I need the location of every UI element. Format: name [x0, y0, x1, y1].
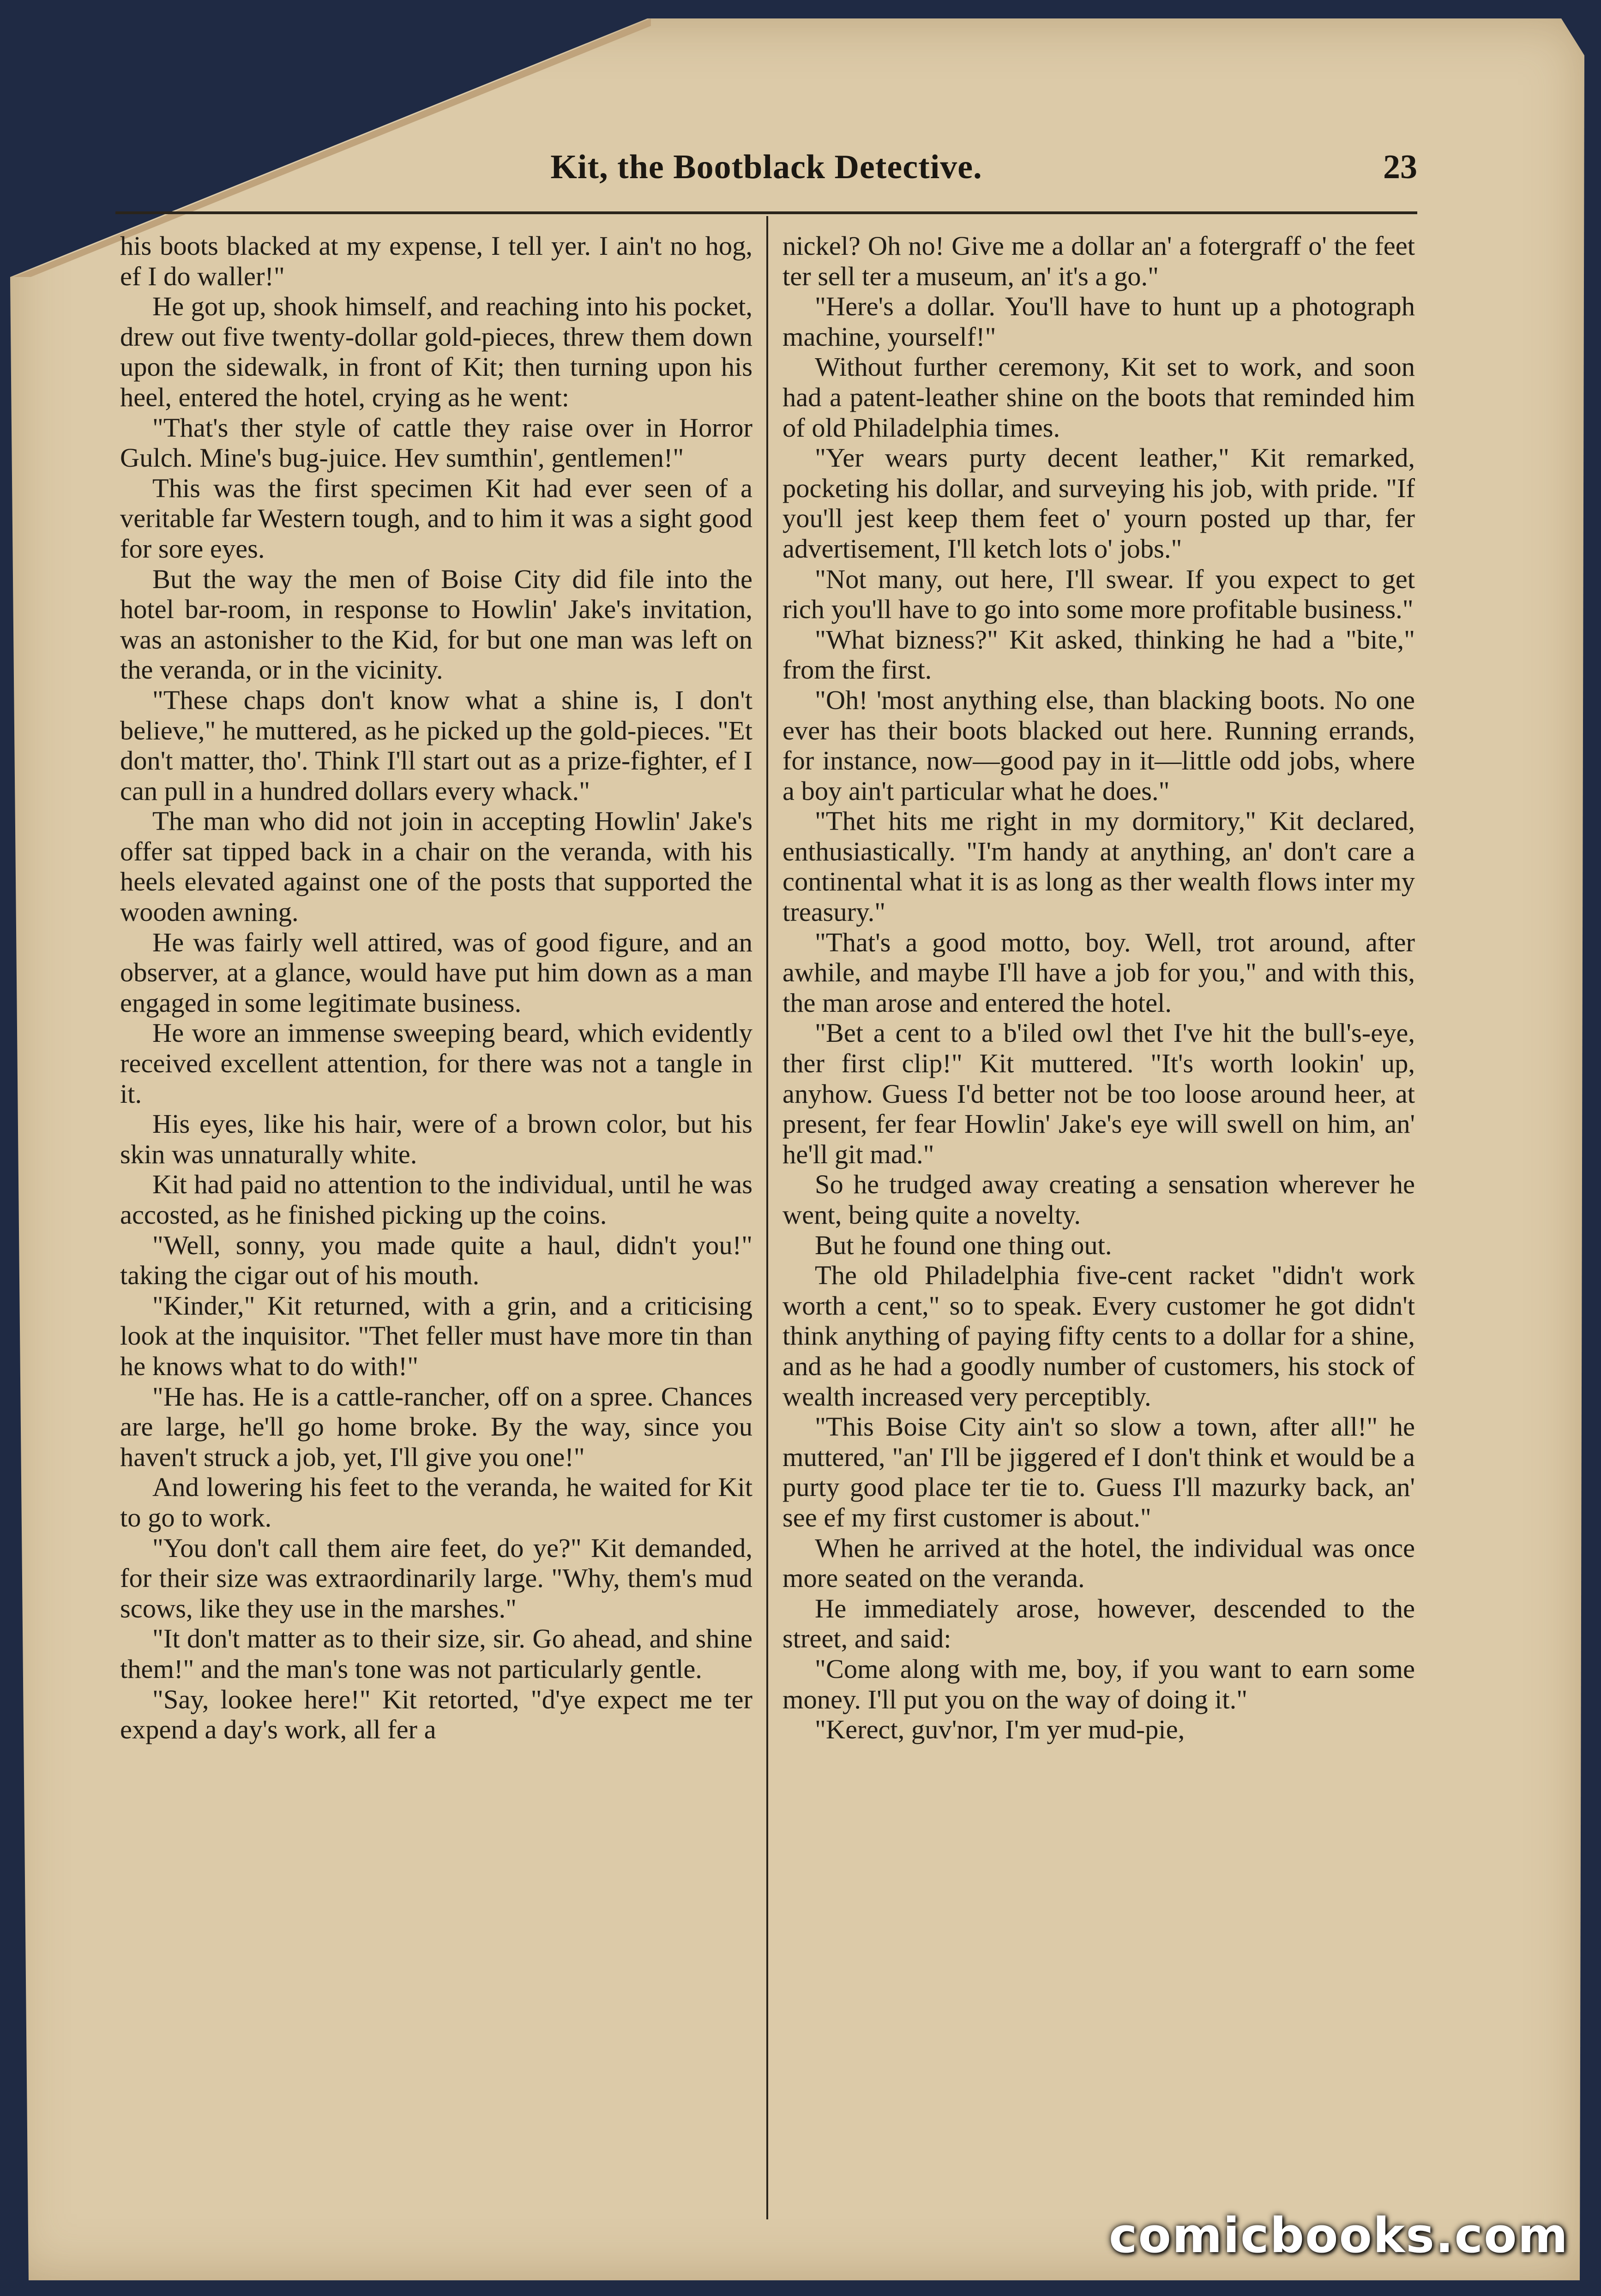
paragraph: He was fairly well attired, was of good figure, and an observer, at a glance, would have put him down as a man engaged in some legitimate business. — [120, 927, 752, 1018]
paragraph: He immediately arose, however, descended to the street, and said: — [782, 1593, 1415, 1654]
paragraph: So he trudged away creating a sensation wherever he went, being quite a novelty. — [782, 1169, 1415, 1230]
site-watermark: comicbooks.com — [1108, 2207, 1569, 2264]
paragraph: Without further ceremony, Kit set to work, and soon had a patent-leather shine on the boots that reminded him of old Philadelphia times. — [782, 352, 1415, 443]
paragraph: "He has. He is a cattle-rancher, off on a spree. Chances are large, he'll go home broke. By the way, since you haven't struck a job, yet, I'll give you one!" — [120, 1381, 752, 1472]
column-divider — [766, 216, 768, 2219]
paragraph: "Come along with me, boy, if you want to earn some money. I'll put you on the way of doing it." — [782, 1653, 1415, 1714]
paragraph: He got up, shook himself, and reaching into his pocket, drew out five twenty-dollar gold-pieces, threw them down upon the sidewalk, in front of Kit; then turning upon his heel, entered the hotel, crying as he went: — [120, 291, 752, 412]
paragraph: "It don't matter as to their size, sir. Go ahead, and shine them!" and the man's tone was not particularly gentle. — [120, 1623, 752, 1684]
paragraph: "These chaps don't know what a shine is, I don't believe," he muttered, as he picked up the gold-pieces. "Et don't matter, tho'. Think I'll start out as a prize-fighter, ef I can pull in a hundred dollars every whack." — [120, 685, 752, 806]
paragraph: When he arrived at the hotel, the individual was once more seated on the veranda. — [782, 1533, 1415, 1593]
paragraph: "This Boise City ain't so slow a town, after all!" he muttered, "an' I'll be jiggered ef I don't think et would be a purty good place ter tie to. Guess I'll mazurky back, an' see ef my first customer is about." — [782, 1412, 1415, 1533]
running-header — [115, 148, 1417, 198]
paragraph: The man who did not join in accepting Howlin' Jake's offer sat tipped back in a chair on the veranda, with his heels elevated against one of the posts that supported the wooden awning. — [120, 806, 752, 927]
paragraph: And lowering his feet to the veranda, he waited for Kit to go to work. — [120, 1472, 752, 1533]
paragraph: nickel? Oh no! Give me a dollar an' a fotergraff o' the feet ter sell ter a museum, an' it's a go." — [782, 231, 1415, 291]
paragraph: The old Philadelphia five-cent racket "didn't work worth a cent," so to speak. Every customer he got didn't think anything of paying fifty cents to a dollar for a shine, and as he had a goodly number of customers, his stock of wealth increased very perceptibly. — [782, 1260, 1415, 1412]
paragraph: Kit had paid no attention to the individual, until he was accosted, as he finished picking up the coins. — [120, 1169, 752, 1230]
paragraph: "Not many, out here, I'll swear. If you expect to get rich you'll have to go into some more profitable business." — [782, 564, 1415, 625]
paragraph: "Oh! 'most anything else, than blacking boots. No one ever has their boots blacked out here. Running errands, for instance, now—good pay in it—little odd jobs, where a boy ain't particular what he does." — [782, 685, 1415, 806]
paragraph: "Here's a dollar. You'll have to hunt up a photograph machine, yourself!" — [782, 291, 1415, 352]
paragraph: "Bet a cent to a b'iled owl thet I've hit the bull's-eye, ther first clip!" Kit muttered. "It's worth lookin' up, anyhow. Guess I'd better not be too loose around heer, at present, fer fear Howlin' Jake's eye will swell on him, an' he'll git mad." — [782, 1018, 1415, 1169]
paragraph: "Thet hits me right in my dormitory," Kit declared, enthusiastically. "I'm handy at anything, an' don't care a continental what it is as long as ther wealth flows inter my treasury." — [782, 806, 1415, 927]
paragraph: "What bizness?" Kit asked, thinking he had a "bite," from the first. — [782, 624, 1415, 685]
paragraph: His eyes, like his hair, were of a brown color, but his skin was unnaturally white. — [120, 1109, 752, 1169]
page-number: 23 — [1383, 148, 1417, 186]
left-column — [120, 231, 752, 1745]
paragraph: "That's ther style of cattle they raise over in Horror Gulch. Mine's bug-juice. Hev sumthin', gentlemen!" — [120, 412, 752, 473]
paragraph: "You don't call them aire feet, do ye?" Kit demanded, for their size was extraordinarily large. "Why, them's mud scows, like they use in the marshes." — [120, 1533, 752, 1623]
paragraph: But he found one thing out. — [815, 1230, 1112, 1260]
header-rule — [115, 211, 1417, 214]
paragraph: "Well, sonny, you made quite a haul, didn't you!" taking the cigar out of his mouth. — [120, 1230, 752, 1291]
paragraph: "That's a good motto, boy. Well, trot around, after awhile, and maybe I'll have a job for you," and with this, the man arose and entered the hotel. — [782, 927, 1415, 1018]
running-title: Kit, the Bootblack Detective. — [550, 148, 982, 186]
paragraph: "Kerect, guv'nor, I'm yer mud-pie, — [815, 1714, 1185, 1745]
paragraph: But the way the men of Boise City did file into the hotel bar-room, in response to Howlin' Jake's invitation, was an astonisher to the Kid, for but one man was left on the veranda, or in the vicinity. — [120, 564, 752, 685]
paragraph: his boots blacked at my expense, I tell yer. I ain't no hog, ef I do waller!" — [120, 231, 752, 291]
paragraph: "Kinder," Kit returned, with a grin, and a criticising look at the inquisitor. "Thet feller must have more tin than he knows what to do with!" — [120, 1290, 752, 1381]
paragraph: This was the first specimen Kit had ever seen of a veritable far Western tough, and to him it was a sight good for sore eyes. — [120, 473, 752, 564]
paragraph: "Say, lookee here!" Kit retorted, "d'ye expect me ter expend a day's work, all fer a — [120, 1684, 752, 1745]
paragraph: "Yer wears purty decent leather," Kit remarked, pocketing his dollar, and surveying his job, with pride. "If you'll jest keep them feet o' yourn posted up thar, fer advertisement, I'll ketch lots o' jobs." — [782, 443, 1415, 564]
paragraph: He wore an immense sweeping beard, which evidently received excellent attention, for there was not a tangle in it. — [120, 1018, 752, 1109]
right-column — [782, 231, 1415, 1745]
